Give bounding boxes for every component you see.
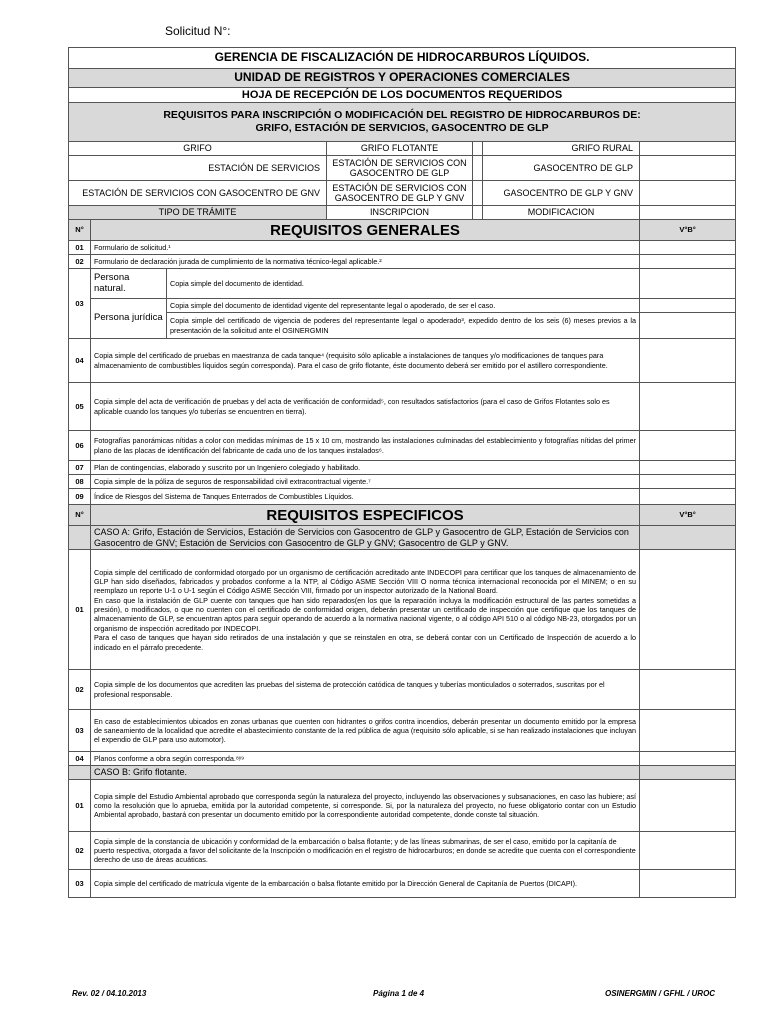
row-num: 06 — [69, 431, 91, 461]
requirements-form — [68, 47, 736, 898]
footer-revision: Rev. 02 / 04.10.2013 — [72, 989, 147, 998]
checkbox-gasocentro-glp-gnv[interactable] — [640, 181, 736, 206]
type-grifo-flotante: GRIFO FLOTANTE — [327, 142, 473, 156]
req-poliza-seguros: Copia simple de la póliza de seguros de responsabilidad civil extracontractual vigente.⁷ — [91, 475, 640, 489]
paragraph: Copia simple del certificado de conformidad otorgado por un organismo de certificación acreditado ante INDECOPI para certificar que los tanques de almacenamiento de GLP han sido diseñados, fabricados y probados conforme a la NTP, al Código ASME Sección VIII O norma técnica internacional reconocida por el MINEM; o en su reemplazo un reporte U-1 o U-1 según el Código ASME Sección VIII, firmado por un inspector autorizado de la National Board. — [94, 567, 636, 596]
generales-num-header: N° — [69, 220, 91, 241]
especificos-title: REQUISITOS ESPECIFICOS — [91, 505, 640, 526]
row-num: 07 — [69, 461, 91, 475]
vb-checkbox[interactable] — [640, 870, 736, 898]
checkbox-estacion-glp[interactable] — [473, 156, 483, 181]
tipo-tramite-label: TIPO DE TRÁMITE — [69, 206, 327, 220]
type-gasocentro-glp-gnv: GASOCENTRO DE GLP Y GNV — [483, 181, 640, 206]
persona-juridica-label: Persona jurídica — [91, 299, 167, 339]
row-num: 08 — [69, 475, 91, 489]
req-constancia-ubicacion: Copia simple de la constancia de ubicación y conformidad de la embarcación o balsa flotante; y de las líneas submarinas, de ser el caso, emitido por la capitanía de puerto respectiva, otorgada a favor del solicitante de la Inscripción o modificación en el registro de hidrocarburos; en donde se acredite que cuenta con el correspondiente derecho de uso de áreas acuáticas. — [91, 832, 640, 870]
paragraph: En caso que la instalación de GLP cuente con tanques que han sido reparados(en los que la reparación incluya la modificación estructural de las partes sometidas a presión), o modificados, o que no cuenten con el certificado de conformidad origen, deberán presentar un certificado de inspección que certifique que los tanques de almacenamiento de GLP, se encuentran aptos para seguir operando de acuerdo a la normativa nacional vigente, o al código API 510 o al código NB-23, otorgados por un organismo de inspección acreditado por INDECOPI. — [94, 595, 636, 633]
req-plan-contingencias: Plan de contingencias, elaborado y suscrito por un Ingeniero colegiado y habilitado. — [91, 461, 640, 475]
caso-a-title: CASO A: Grifo, Estación de Servicios, Estación de Servicios con Gasocentro de GLP y Gasocentro de GLP, Estación de Servicios con Gasocentro de GNV; Estación de Servicios con Gasocentro de GLP y GNV; Gasocentro de GLP y GNV. — [91, 526, 640, 550]
req-declaracion-jurada: Formulario de declaración jurada de cumplimiento de la normativa técnico-legal aplicable.² — [91, 255, 640, 269]
req-certificado-conformidad-glp — [91, 550, 640, 670]
vb-checkbox[interactable] — [640, 752, 736, 766]
header-requisitos — [69, 103, 736, 142]
req-proteccion-catodica: Copia simple de los documentos que acrediten las pruebas del sistema de protección catódica de tanques y tuberías monticulados o soterrados, suscritas por el profesional responsable. — [91, 670, 640, 710]
type-estacion-gnv: ESTACIÓN DE SERVICIOS CON GASOCENTRO DE GNV — [69, 181, 327, 206]
vb-checkbox[interactable] — [640, 475, 736, 489]
type-estacion-glp: ESTACIÓN DE SERVICIOS CON GASOCENTRO DE GLP — [327, 156, 473, 181]
type-gasocentro-glp: GASOCENTRO DE GLP — [483, 156, 640, 181]
caso-b-num-cell — [69, 766, 91, 780]
vb-checkbox[interactable] — [640, 431, 736, 461]
caso-b-title: CASO B: Grifo flotante. — [91, 766, 640, 780]
header-hoja: HOJA DE RECEPCIÓN DE LOS DOCUMENTOS REQUERIDOS — [69, 88, 736, 103]
row-num: 05 — [69, 383, 91, 431]
checkbox-gasocentro-glp[interactable] — [640, 156, 736, 181]
req-abastecimiento-agua: En caso de establecimientos ubicados en zonas urbanas que cuenten con hidrantes o grifos contra incendios, deberán presentar un documento emitido por la empresa de saneamiento de la localidad que acredite el abastecimiento constante de la red pública de agua (requisito sólo aplicable, si se han realizado instalaciones que incluyan el expendio de GLP para uso automotor). — [91, 710, 640, 752]
checkbox-estacion-glp-gnv[interactable] — [473, 181, 483, 206]
header-unidad: UNIDAD DE REGISTROS Y OPERACIONES COMERCIALES — [69, 69, 736, 88]
req-certificado-matricula: Copia simple del certificado de matrícula vigente de la embarcación o balsa flotante emitido por la Dirección General de Capitanía de Puertos (DICAPI). — [91, 870, 640, 898]
generales-vb-header: V°B° — [640, 220, 736, 241]
header-gerencia: GERENCIA DE FISCALIZACIÓN DE HIDROCARBUROS LÍQUIDOS. — [69, 48, 736, 69]
caso-b-vb-cell — [640, 766, 736, 780]
vb-checkbox[interactable] — [640, 313, 736, 339]
row-num: 01 — [69, 780, 91, 832]
req-persona-juridica-vigencia: Copia simple del certificado de vigencia de poderes del representante legal o apoderado³, expedido dentro de los seis (6) meses previos a la presentación de la solicitud ante el OSINERGMIN — [167, 313, 640, 339]
header-requisitos-line1: REQUISITOS PARA INSCRIPCIÓN O MODIFICACIÓN DEL REGISTRO DE HIDROCARBUROS DE: — [163, 109, 641, 122]
vb-checkbox[interactable] — [640, 461, 736, 475]
vb-checkbox[interactable] — [640, 550, 736, 670]
generales-title: REQUISITOS GENERALES — [91, 220, 640, 241]
checkbox-grifo-rural[interactable] — [640, 142, 736, 156]
header-requisitos-line2: GRIFO, ESTACIÓN DE SERVICIOS, GASOCENTRO DE GLP — [255, 122, 549, 135]
vb-checkbox[interactable] — [640, 255, 736, 269]
req-persona-natural: Copia simple del documento de identidad. — [167, 269, 640, 299]
especificos-num-header: N° — [69, 505, 91, 526]
checkbox-modificacion[interactable] — [640, 206, 736, 220]
persona-natural-label: Persona natural. — [91, 269, 167, 299]
type-estacion-glp-gnv: ESTACIÓN DE SERVICIOS CON GASOCENTRO DE GLP Y GNV — [327, 181, 473, 206]
caso-a-vb-cell — [640, 526, 736, 550]
vb-checkbox[interactable] — [640, 299, 736, 313]
row-num: 04 — [69, 339, 91, 383]
row-num: 01 — [69, 550, 91, 670]
footer-page-number: Página 1 de 4 — [373, 989, 425, 998]
req-formulario-solicitud: Formulario de solicitud.¹ — [91, 241, 640, 255]
row-num: 02 — [69, 255, 91, 269]
row-num: 01 — [69, 241, 91, 255]
row-num: 03 — [69, 870, 91, 898]
vb-checkbox[interactable] — [640, 780, 736, 832]
type-grifo-rural: GRIFO RURAL — [483, 142, 640, 156]
especificos-vb-header: V°B° — [640, 505, 736, 526]
row-num: 09 — [69, 489, 91, 505]
paragraph: Para el caso de tanques que hayan sido retirados de una instalación y que se reinstalen en otra, se deberá contar con un Certificado de Inspección de acuerdo a lo indicado en el párrafo precedente. — [94, 633, 636, 652]
caso-a-num-cell — [69, 526, 91, 550]
req-planos-conforme-obra: Planos conforme a obra según corresponda.⁸ʸ⁹ — [91, 752, 640, 766]
vb-checkbox[interactable] — [640, 710, 736, 752]
inscripcion-label: INSCRIPCION — [327, 206, 473, 220]
req-certificado-pruebas: Copia simple del certificado de pruebas en maestranza de cada tanque⁴ (requisito sólo aplicable a instalaciones de tanques y/o modificaciones de tanques para almacenamiento de combustibles líquidos según corresponda). Para el caso de grifo flotante, éste documento deberá ser emitido por el astillero correspondiente. — [91, 339, 640, 383]
req-acta-verificacion: Copia simple del acta de verificación de pruebas y del acta de verificación de conformidad⁵, con resultados satisfactorios (para el caso de Grifos Flotantes solo es aplicable cuando los tanques y/o tuberías se encuentren en tierra). — [91, 383, 640, 431]
footer-organization: OSINERGMIN / GFHL / UROC — [605, 989, 716, 998]
row-num: 02 — [69, 670, 91, 710]
modificacion-label: MODIFICACION — [483, 206, 640, 220]
vb-checkbox[interactable] — [640, 339, 736, 383]
req-fotografias: Fotografías panorámicas nítidas a color con medidas mínimas de 15 x 10 cm, mostrando las instalaciones culminadas del establecimiento y fotografías nítidas del primer plano de las placas de identificación del fabricante de cada uno de los tanques instalados⁶. — [91, 431, 640, 461]
solicitud-label: Solicitud N°: — [165, 24, 231, 38]
checkbox-inscripcion[interactable] — [473, 206, 483, 220]
row-num: 03 — [69, 710, 91, 752]
type-estacion: ESTACIÓN DE SERVICIOS — [69, 156, 327, 181]
row-num: 03 — [69, 269, 91, 339]
req-persona-juridica-identidad: Copia simple del documento de identidad vigente del representante legal o apoderado, de ser el caso. — [167, 299, 640, 313]
vb-checkbox[interactable] — [640, 269, 736, 299]
checkbox-grifo-flotante[interactable] — [473, 142, 483, 156]
req-indice-riesgos: Índice de Riesgos del Sistema de Tanques Enterrados de Combustibles Líquidos. — [91, 489, 640, 505]
vb-checkbox[interactable] — [640, 670, 736, 710]
vb-checkbox[interactable] — [640, 832, 736, 870]
type-grifo: GRIFO — [69, 142, 327, 156]
req-estudio-ambiental: Copia simple del Estudio Ambiental aprobado que corresponda según la naturaleza del proyecto, incluyendo las observaciones y subsanaciones, en caso las hubiere; así como la resolución que lo aprueba, emitida por la autoridad competente, si corresponde. Si, por la naturaleza del proyecto, no fuese obligatorio contar con un Estudio Ambiental aprobado, bastará con presentar un documento emitido por la correspondiente autoridad competente, donde conste tal situación. — [91, 780, 640, 832]
vb-checkbox[interactable] — [640, 489, 736, 505]
vb-checkbox[interactable] — [640, 241, 736, 255]
row-num: 02 — [69, 832, 91, 870]
vb-checkbox[interactable] — [640, 383, 736, 431]
row-num: 04 — [69, 752, 91, 766]
